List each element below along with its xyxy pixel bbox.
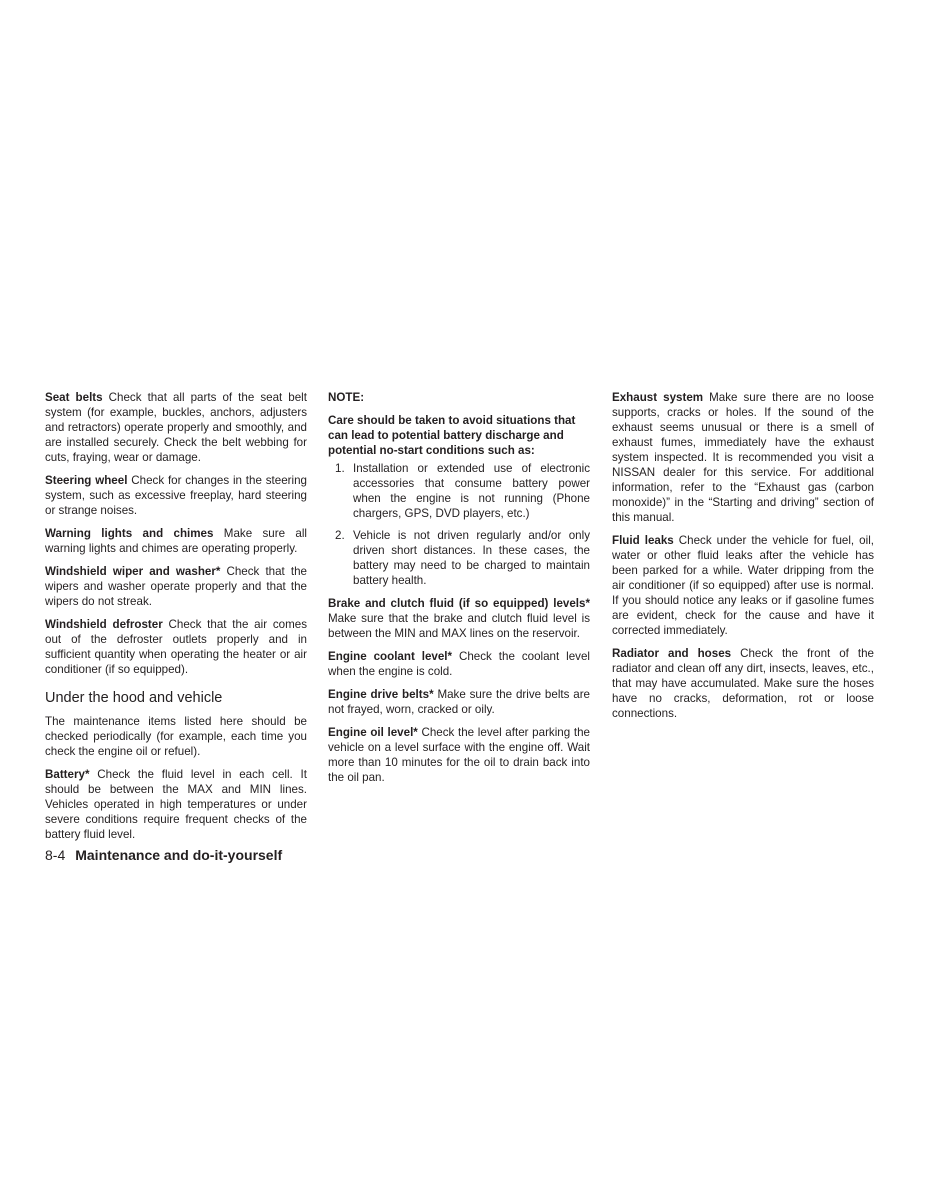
defroster-term: Windshield defroster — [45, 618, 163, 631]
warning-lights-item — [45, 526, 307, 556]
fluid-leaks-text: Check under the vehicle for fuel, oil, water or other fluid leaks after the vehicle has been parked for a while. Water dripping from the air conditioner (if so equipped) after use is normal. If you should notice any leaks or if gasoline fumes are evident, check for the cause and have it corrected immediately. — [612, 534, 874, 637]
page-number: 8-4 — [45, 847, 66, 863]
battery-item — [45, 767, 307, 842]
warning-lights-term: Warning lights and chimes — [45, 527, 214, 540]
oil-level-text: Check the level after parking the vehicle on a level surface with the engine off. Wait more than 10 minutes for the oil to drain back into the oil pan. — [328, 726, 590, 784]
note-list — [328, 461, 590, 588]
seat-belts-text: Check that all parts of the seat belt system (for example, buckles, anchors, adjusters and retractors) operate properly and smoothly, and are installed securely. Check the belt webbing for cuts, fraying, wear or damage. — [45, 391, 307, 464]
exhaust-item — [612, 390, 874, 525]
warning-lights-text: Make sure all warning lights and chimes are operating properly. — [45, 527, 307, 555]
oil-level-item — [328, 725, 590, 785]
section-intro: The maintenance items listed here should be checked periodically (for example, each time you check the engine oil or refuel). — [45, 715, 307, 758]
defroster-text: Check that the air comes out of the defroster outlets properly and in sufficient quantity when operating the heater or air conditioner (if so equipped). — [45, 618, 307, 676]
note-caution: Care should be taken to avoid situations that can lead to potential battery discharge and potential no-start conditions such as: — [328, 414, 576, 457]
steering-wheel-term: Steering wheel — [45, 474, 128, 487]
list-text: Vehicle is not driven regularly and/or only driven short distances. In these cases, the battery may need to be charged to maintain battery health. — [353, 529, 590, 587]
radiator-text: Check the front of the radiator and clean off any dirt, insects, leaves, etc., that may have accumulated. Make sure the hoses have no cracks, deformation, rot or loose connections. — [612, 647, 875, 720]
radiator-term: Radiator and hoses — [612, 647, 732, 660]
wiper-text: Check that the wipers and washer operate properly and that the wipers do not streak. — [45, 565, 307, 608]
drive-belts-text: Make sure the drive belts are not frayed, worn, cracked or oily. — [328, 688, 591, 716]
section-heading: Under the hood and vehicle — [45, 690, 223, 706]
coolant-text: Check the coolant level when the engine is cold. — [328, 650, 590, 678]
battery-text: Check the fluid level in each cell. It should be between the MAX and MIN lines. Vehicles operated in high temperatures or under severe conditions require frequent checks of the battery fluid level. — [45, 768, 307, 841]
list-number: 2. — [335, 529, 345, 542]
battery-term: Battery* — [45, 768, 90, 781]
oil-level-term: Engine oil level* — [328, 726, 418, 739]
exhaust-term: Exhaust system — [612, 391, 704, 404]
column-middle — [328, 390, 590, 793]
brake-fluid-item — [328, 596, 590, 641]
fluid-leaks-term: Fluid leaks — [612, 534, 674, 547]
footer-section-title: Maintenance and do-it-yourself — [75, 847, 283, 863]
radiator-item — [612, 646, 874, 721]
exhaust-text: Make sure there are no loose supports, cracks or holes. If the sound of the exhaust seems unusual or there is a smell of exhaust fumes, immediately have the exhaust system inspected. It is recommended you visit a NISSAN dealer for this service. For additional information, refer to the “Exhaust gas (carbon monoxide)” in the “Starting and driving” section of this manual. — [612, 391, 874, 524]
column-right — [612, 390, 874, 729]
drive-belts-item — [328, 687, 590, 717]
seat-belts-term: Seat belts — [45, 391, 103, 404]
list-item — [328, 461, 590, 521]
defroster-item — [45, 617, 307, 677]
seat-belts-item — [45, 390, 307, 465]
wiper-term: Windshield wiper and washer* — [45, 565, 221, 578]
brake-fluid-text: Make sure that the brake and clutch fluid level is between the MIN and MAX lines on the reservoir. — [328, 612, 590, 640]
note-label: NOTE: — [328, 391, 365, 404]
page-footer — [45, 846, 282, 864]
steering-wheel-text: Check for changes in the steering system, such as excessive freeplay, hard steering or strange noises. — [45, 474, 307, 517]
coolant-item — [328, 649, 590, 679]
wiper-item — [45, 564, 307, 609]
brake-fluid-term: Brake and clutch fluid (if so equipped) levels* — [328, 597, 590, 610]
steering-wheel-item — [45, 473, 307, 518]
list-number: 1. — [335, 462, 345, 475]
list-item — [328, 528, 590, 588]
column-left — [45, 390, 307, 850]
coolant-term: Engine coolant level* — [328, 650, 453, 663]
drive-belts-term: Engine drive belts* — [328, 688, 434, 701]
list-text: Installation or extended use of electronic accessories that consume battery power when the engine is not running (Phone chargers, GPS, DVD players, etc.) — [353, 462, 590, 520]
fluid-leaks-item — [612, 533, 874, 638]
